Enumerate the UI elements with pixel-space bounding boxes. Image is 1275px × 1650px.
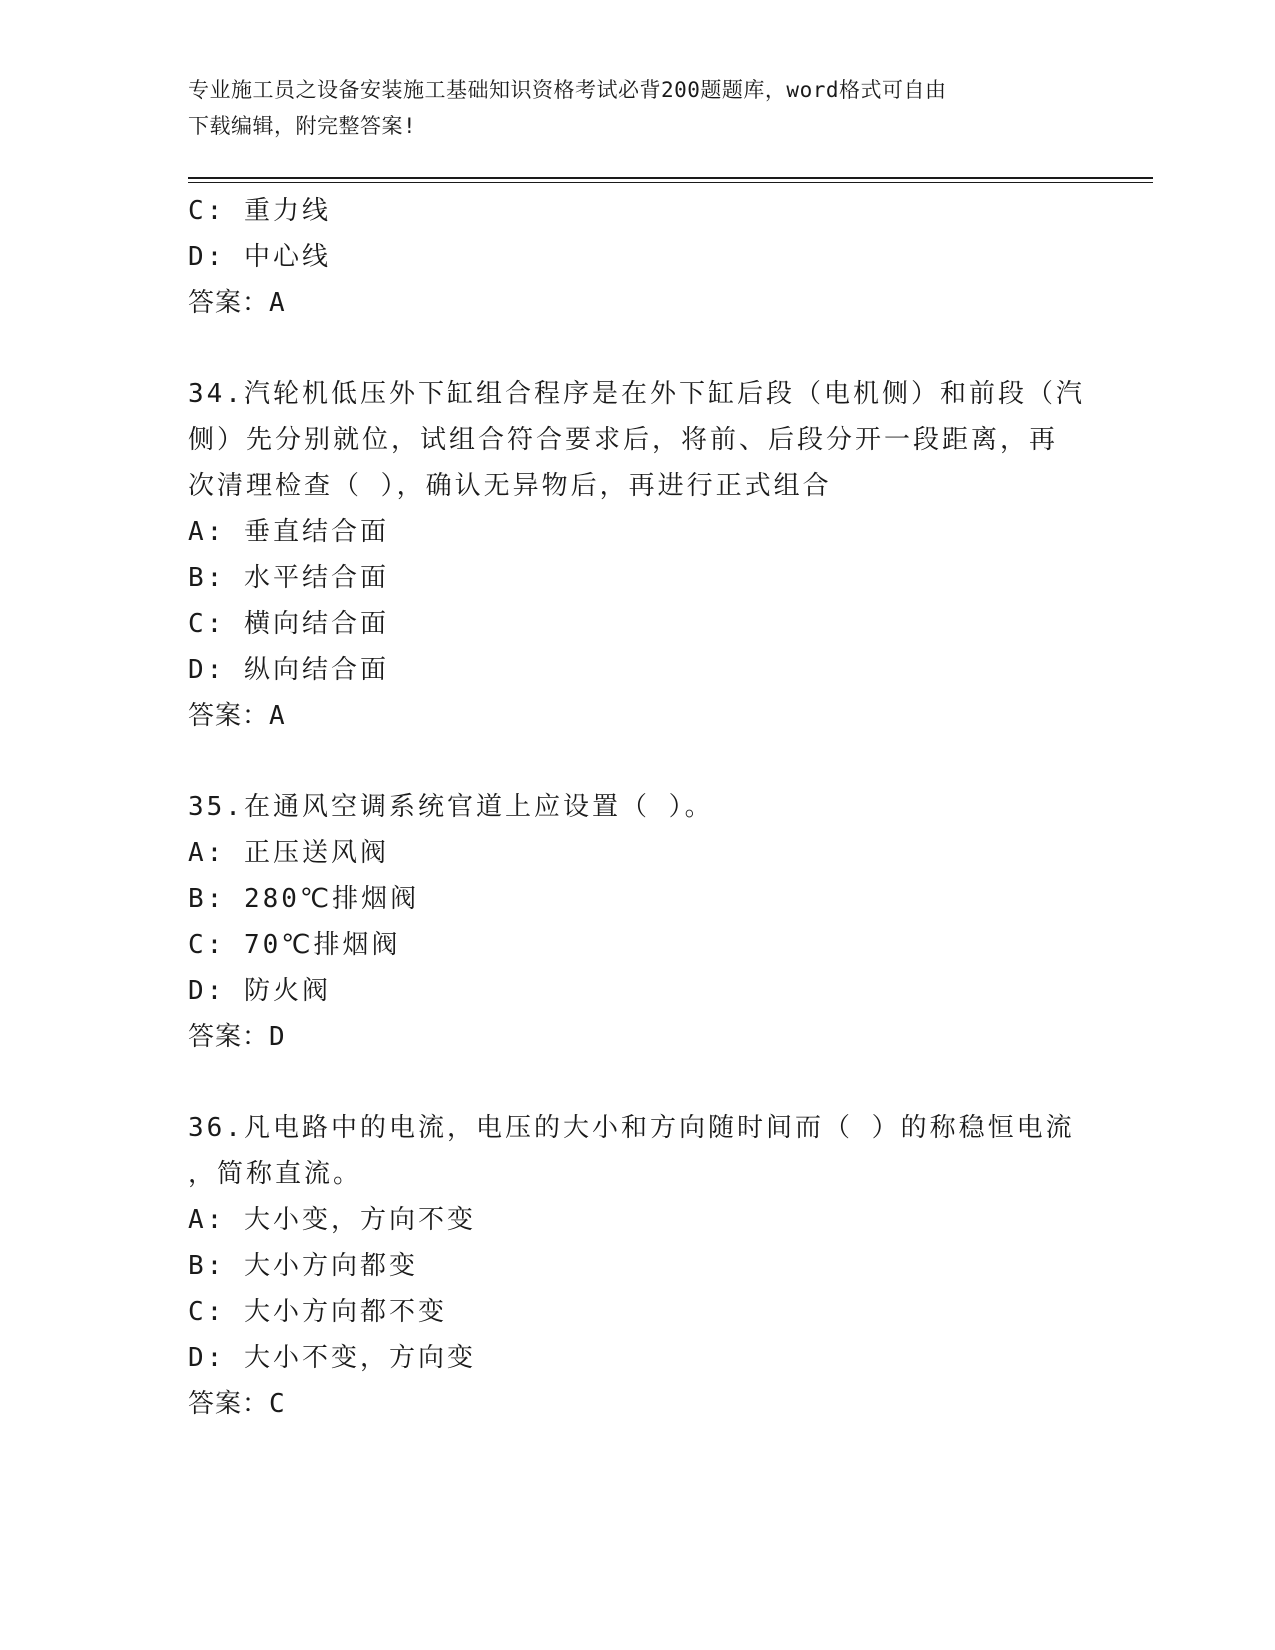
option-d: D: 大小不变，方向变 bbox=[188, 1343, 476, 1373]
option-b: B: 水平结合面 bbox=[188, 563, 389, 593]
option-c: C: 70℃排烟阀 bbox=[188, 930, 401, 960]
answer-line: 答案：A bbox=[188, 288, 286, 318]
option-a: A: 大小变，方向不变 bbox=[188, 1205, 476, 1235]
question-stem-line: ，简称直流。 bbox=[188, 1159, 363, 1189]
option-c: C: 重力线 bbox=[188, 196, 331, 226]
question-stem-line: 34.汽轮机低压外下缸组合程序是在外下缸后段（电机侧）和前段（汽 bbox=[188, 379, 1085, 409]
header-divider-thin bbox=[188, 182, 1153, 183]
question-34 bbox=[188, 371, 1088, 739]
question-35 bbox=[188, 784, 1088, 1060]
option-b: B: 280℃排烟阀 bbox=[188, 884, 420, 914]
header-line-1: 专业施工员之设备安装施工基础知识资格考试必背200题题库，word格式可自由 bbox=[188, 78, 947, 102]
option-d: D: 中心线 bbox=[188, 242, 331, 272]
option-d: D: 防火阀 bbox=[188, 976, 331, 1006]
answer-line: 答案：A bbox=[188, 701, 286, 731]
header-divider-thick bbox=[188, 177, 1153, 179]
option-c: C: 大小方向都不变 bbox=[188, 1297, 447, 1327]
answer-line: 答案：D bbox=[188, 1022, 286, 1052]
option-a: A: 正压送风阀 bbox=[188, 838, 389, 868]
question-stem-line: 35.在通风空调系统官道上应设置（ ）。 bbox=[188, 792, 714, 822]
document-body bbox=[188, 188, 1088, 1427]
document-header bbox=[188, 72, 1088, 144]
answer-line: 答案：C bbox=[188, 1389, 286, 1419]
option-d: D: 纵向结合面 bbox=[188, 655, 389, 685]
option-a: A: 垂直结合面 bbox=[188, 517, 389, 547]
question-stem-line: 侧）先分别就位，试组合符合要求后，将前、后段分开一段距离，再 bbox=[188, 425, 1059, 455]
question-36 bbox=[188, 1105, 1088, 1427]
spacer bbox=[188, 739, 1088, 784]
option-c: C: 横向结合面 bbox=[188, 609, 389, 639]
option-b: B: 大小方向都变 bbox=[188, 1251, 418, 1281]
question-stem-line: 36.凡电路中的电流，电压的大小和方向随时间而（ ）的称稳恒电流 bbox=[188, 1113, 1075, 1143]
question-stem-line: 次清理检查（ ），确认无异物后，再进行正式组合 bbox=[188, 471, 832, 501]
header-line-2: 下载编辑，附完整答案! bbox=[188, 114, 417, 138]
prev-question-tail bbox=[188, 188, 1088, 326]
spacer bbox=[188, 326, 1088, 371]
spacer bbox=[188, 1060, 1088, 1105]
